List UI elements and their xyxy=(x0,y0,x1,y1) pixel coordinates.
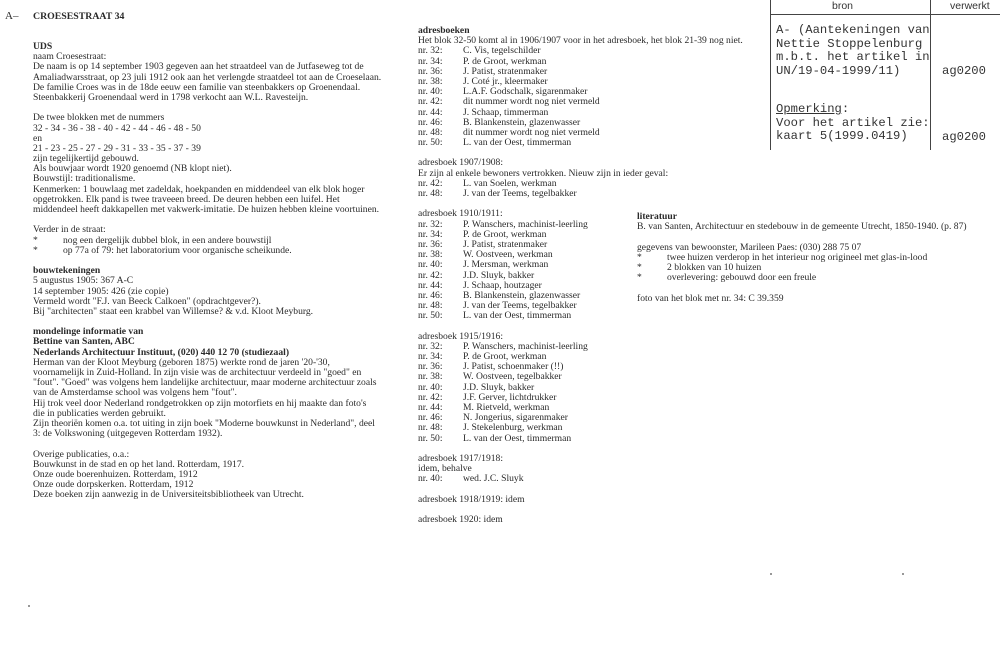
remark-note xyxy=(776,103,930,144)
address-entry xyxy=(418,311,743,321)
resident: C. Vis, tegelschilder xyxy=(463,45,541,57)
resident: J. van der Teems, tegelbakker xyxy=(463,188,577,199)
resident: dit nummer wordt nog niet vermeld xyxy=(463,126,600,138)
text-line: Onze oude dorpskerken. Rotterdam, 1912 xyxy=(33,479,194,491)
text-line: Zijn theoriën komen o.a. tot uiting in zijn boek "Moderne bouwkunst in Nederland", deel xyxy=(33,417,375,429)
address-entry xyxy=(418,138,743,148)
text-line: adresboek 1907/1908: xyxy=(418,157,503,169)
text-line: Kenmerken: 1 bouwlaag met zadeldak, hoekpanden en middendeel van elk blok hoger xyxy=(33,183,365,195)
section-gap xyxy=(33,439,381,449)
bullet-item xyxy=(637,273,967,283)
resident: L. van der Oest, timmerman xyxy=(463,310,572,322)
text-line: adresboek 1920: idem xyxy=(418,514,503,525)
house-number: nr. 42: xyxy=(418,391,443,403)
house-number: nr. 34: xyxy=(418,351,443,362)
text-line: Bouwstijl: traditionalisme. xyxy=(33,173,136,185)
resident: B. Blankenstein, glazenwasser xyxy=(463,116,581,128)
house-number: nr. 46: xyxy=(418,412,443,424)
text-line: Er zijn al enkele bewoners vertrokken. Nieuw zijn in ieder geval: xyxy=(418,167,669,179)
card-prefix: A– xyxy=(5,10,19,22)
text-line: Amaliadwarsstraat, op 23 juli 1912 ook aan het verlengde straatdeel tot aan de Croeselaan. xyxy=(33,71,382,83)
house-number: nr. 42: xyxy=(418,177,443,189)
bullet-text: twee huizen verderop in het interieur nog origineel met glas-in-lood xyxy=(667,251,928,263)
page-title: CROESESTRAAT 34 xyxy=(33,11,125,22)
house-number: nr. 50: xyxy=(418,432,443,444)
house-number: nr. 48: xyxy=(418,188,443,199)
resident: P. de Groot, werkman xyxy=(463,228,547,240)
text-line: en xyxy=(33,132,43,144)
text-line: "fout". "Goed" was volgens hem landelijke architectuur, maar moderne architectuur zoals xyxy=(33,377,377,389)
text-line: middendeel heeft dakkapellen met vakwerk-imitatie. De huizen hebben kleine voortuinen. xyxy=(33,204,380,215)
resident: P. de Groot, werkman xyxy=(463,351,547,362)
text-line: naam Croesestraat: xyxy=(33,51,107,63)
section-gap xyxy=(637,283,967,293)
remark-line: Voor het artikel zie: xyxy=(776,115,930,130)
remark-colon: : xyxy=(841,102,850,116)
resident: J. Patist, stratenmaker xyxy=(463,65,548,77)
resident: N. Jongerius, sigarenmaker xyxy=(463,412,568,424)
house-number: nr. 32: xyxy=(418,218,443,230)
archive-card xyxy=(770,0,1000,150)
house-number: nr. 48: xyxy=(418,126,443,138)
resident: L. van der Oest, timmerman xyxy=(463,137,572,149)
card-divider-left xyxy=(770,0,771,150)
resident: J. Coté jr., kleermaker xyxy=(463,75,548,87)
scan-speck xyxy=(902,573,904,575)
resident: P. Wanschers, machinist-leerling xyxy=(463,340,588,352)
bullet-icon: * xyxy=(33,244,38,256)
resident: J.D. Sluyk, bakker xyxy=(463,269,535,281)
card-header-rule xyxy=(770,14,1000,15)
house-number: nr. 36: xyxy=(418,361,443,373)
text-line: Overige publicaties, o.a.: xyxy=(33,448,130,460)
text-line: foto van het blok met nr. 34: C 39.359 xyxy=(637,292,784,304)
text-line: Bij "architecten" staat een krabbel van Willemse? & v.d. Kloot Meyburg. xyxy=(33,305,314,317)
section-heading: Nederlands Architectuur Instituut, (020) 440 12 70 (studiezaal) xyxy=(33,346,290,358)
house-number: nr. 50: xyxy=(418,310,443,322)
house-number: nr. 50: xyxy=(418,137,443,149)
resident: L.A.F. Godschalk, sigarenmaker xyxy=(463,86,588,98)
section-heading: Bettine van Santen, ABC xyxy=(33,336,135,348)
resident: P. de Groot, werkman xyxy=(463,55,547,67)
resident: J.F. Gerver, lichtdrukker xyxy=(463,391,557,403)
processed-code-1: ag0200 xyxy=(942,64,986,78)
text-line: opgetrokken. Elk pand is twee traveeen breed. De deuren hebben een luifel. Het xyxy=(33,193,340,205)
house-number: nr. 42: xyxy=(418,269,443,281)
section-heading: adresboeken xyxy=(418,25,470,36)
text-line: 3: de Volkswoning (uitgegeven Rotterdam 1932). xyxy=(33,428,223,440)
text-line: voornamelijk in Zuid-Holland. In zijn visie was de architectuur verdeeld in "goed" en xyxy=(33,367,362,378)
text-line: Bouwkunst in de stad en op het land. Rotterdam, 1917. xyxy=(33,458,245,470)
house-number: nr. 38: xyxy=(418,75,443,87)
text-line: De familie Croes was in de 18de eeuw een familie van steenbakkers op Groenendaal. xyxy=(33,81,361,93)
house-number: nr. 36: xyxy=(418,238,443,250)
column-header-source: bron xyxy=(832,0,854,12)
right-column xyxy=(637,212,967,304)
source-line: m.b.t. het artikel in xyxy=(776,50,930,64)
text-line: van de Amsterdamse school was volgens hem "fout". xyxy=(33,387,237,399)
section-heading: literatuur xyxy=(637,211,677,222)
house-number: nr. 42: xyxy=(418,96,443,108)
bullet-item xyxy=(33,246,381,256)
house-number: nr. 46: xyxy=(418,116,443,128)
text-line: De twee blokken met de nummers xyxy=(33,112,165,124)
scan-speck xyxy=(770,573,772,575)
resident: J. Patist, stratenmaker xyxy=(463,238,548,250)
text-line: Deze boeken zijn aanwezig in de Universiteitsbibliotheek van Utrecht. xyxy=(33,489,304,501)
house-number: nr. 32: xyxy=(418,340,443,352)
house-number: nr. 32: xyxy=(418,45,443,57)
resident: M. Rietveld, werkman xyxy=(463,401,550,413)
resident: L. van der Oest, timmerman xyxy=(463,432,572,444)
house-number: nr. 40: xyxy=(418,473,443,485)
house-number: nr. 34: xyxy=(418,55,443,67)
left-column xyxy=(33,42,381,500)
resident: W. Oostveen, tegelbakker xyxy=(463,371,562,383)
resident: J. Schaap, houtzager xyxy=(463,279,542,291)
text-line: Als bouwjaar wordt 1920 genoemd (NB klopt niet). xyxy=(33,163,232,175)
house-number: nr. 34: xyxy=(418,228,443,240)
bullet-icon: * xyxy=(33,234,38,246)
text-line: gegevens van bewoonster, Marileen Paes: (030) 288 75 07 xyxy=(637,241,862,253)
text-line: adresboek 1915/1916: xyxy=(418,330,503,342)
text-line: 5 augustus 1905: 367 A-C xyxy=(33,275,134,287)
resident: J. Stekelenburg, werkman xyxy=(463,422,563,434)
bullet-text: nog een dergelijk dubbel blok, in een andere bouwstijl xyxy=(63,234,272,246)
text-line: Herman van der Kloot Meyburg (geboren 1875) werkte rond de jaren '20-'30, xyxy=(33,356,330,368)
remark-line: kaart 5(1999.0419) xyxy=(776,129,908,143)
text-line: die in publicaties werden gebruikt. xyxy=(33,407,166,419)
house-number: nr. 38: xyxy=(418,249,443,261)
address-entry xyxy=(418,474,743,484)
resident: J. Schaap, timmerman xyxy=(463,106,549,118)
text-line: 14 september 1905: 426 (zie copie) xyxy=(33,285,169,297)
house-number: nr. 36: xyxy=(418,65,443,77)
house-number: nr. 44: xyxy=(418,279,443,291)
text-line: adresboek 1910/1911: xyxy=(418,208,503,220)
source-line: A- (Aantekeningen van xyxy=(776,23,930,37)
text-line: zijn tegelijkertijd gebouwd. xyxy=(33,153,139,165)
section-heading: mondelinge informatie van xyxy=(33,326,144,338)
house-number: nr. 38: xyxy=(418,371,443,383)
resident: L. van Soelen, werkman xyxy=(463,177,557,189)
house-number: nr. 44: xyxy=(418,106,443,118)
text-line: idem, behalve xyxy=(418,463,472,475)
source-line: Nettie Stoppelenburg xyxy=(776,36,923,51)
text-line: adresboek 1917/1918: xyxy=(418,452,503,464)
remark-label: Opmerking xyxy=(776,102,842,116)
resident: J.D. Sluyk, bakker xyxy=(463,381,535,393)
scan-speck xyxy=(28,605,30,607)
section-heading: bouwtekeningen xyxy=(33,265,101,277)
bullet-text: overlevering: gebouwd door een freule xyxy=(667,272,817,284)
source-note xyxy=(776,24,930,78)
processed-code-2: ag0200 xyxy=(942,130,986,144)
resident: wed. J.C. Sluyk xyxy=(463,473,524,485)
text-line: De naam is op 14 september 1903 gegeven aan het straatdeel van de Jutfaseweg tot de xyxy=(33,61,364,73)
house-number: nr. 40: xyxy=(418,86,443,98)
text-line: Hij trok veel door Nederland rondgetrokken op zijn motorfiets en hij maakte dan foto's xyxy=(33,397,367,409)
bullet-icon: * xyxy=(637,272,642,284)
house-number: nr. 46: xyxy=(418,289,443,301)
resident: J. Mersman, werkman xyxy=(463,259,549,271)
bullet-text: op 77a of 79: het laboratorium voor organische scheikunde. xyxy=(63,244,292,256)
resident: J. van der Teems, tegelbakker xyxy=(463,300,577,312)
bullet-text: 2 blokken van 10 huizen xyxy=(667,261,762,273)
resident: dit nummer wordt nog niet vermeld xyxy=(463,96,600,108)
house-number: nr. 44: xyxy=(418,401,443,413)
house-number: nr. 48: xyxy=(418,422,443,434)
text-line: Steenbakkerij Groenendaal werd in 1798 verkocht aan W.L. Ravesteijn. xyxy=(33,91,309,103)
resident: J. Patist, schoenmaker (!!) xyxy=(463,361,564,373)
section-heading: UDS xyxy=(33,41,53,52)
house-number: nr. 48: xyxy=(418,300,443,312)
text-line: Verder in de straat: xyxy=(33,224,106,236)
resident: B. Blankenstein, glazenwasser xyxy=(463,289,581,301)
text-line: adresboek 1918/1919: idem xyxy=(418,493,525,505)
resident: W. Oostveen, werkman xyxy=(463,249,553,261)
address-entry xyxy=(418,189,743,199)
resident: P. Wanschers, machinist-leerling xyxy=(463,218,588,230)
text-line: Het blok 32-50 komt al in 1906/1907 voor in het adresboek, het blok 21-39 nog niet. xyxy=(418,35,743,47)
address-entry xyxy=(418,434,743,444)
text-line: Vermeld wordt "F.J. van Beeck Calkoen" (opdrachtgever?). xyxy=(33,295,261,307)
bullet-icon: * xyxy=(637,261,642,273)
house-number: nr. 40: xyxy=(418,259,443,271)
source-line: UN/19-04-1999/11) xyxy=(776,63,901,78)
text-line: 32 - 34 - 36 - 38 - 40 - 42 - 44 - 46 - 48 - 50 xyxy=(33,122,201,134)
column-header-processed: verwerkt xyxy=(950,0,990,12)
card-divider-middle xyxy=(930,0,931,150)
text-line: Onze oude boerenhuizen. Rotterdam, 1912 xyxy=(33,468,198,480)
house-number: nr. 40: xyxy=(418,381,443,393)
bullet-icon: * xyxy=(637,251,642,263)
text-line: 21 - 23 - 25 - 27 - 29 - 31 - 33 - 35 - 37 - 39 xyxy=(33,142,201,154)
text-line: B. van Santen, Architectuur en stedebouw in de gemeente Utrecht, 1850-1940. (p. 87) xyxy=(637,221,967,233)
